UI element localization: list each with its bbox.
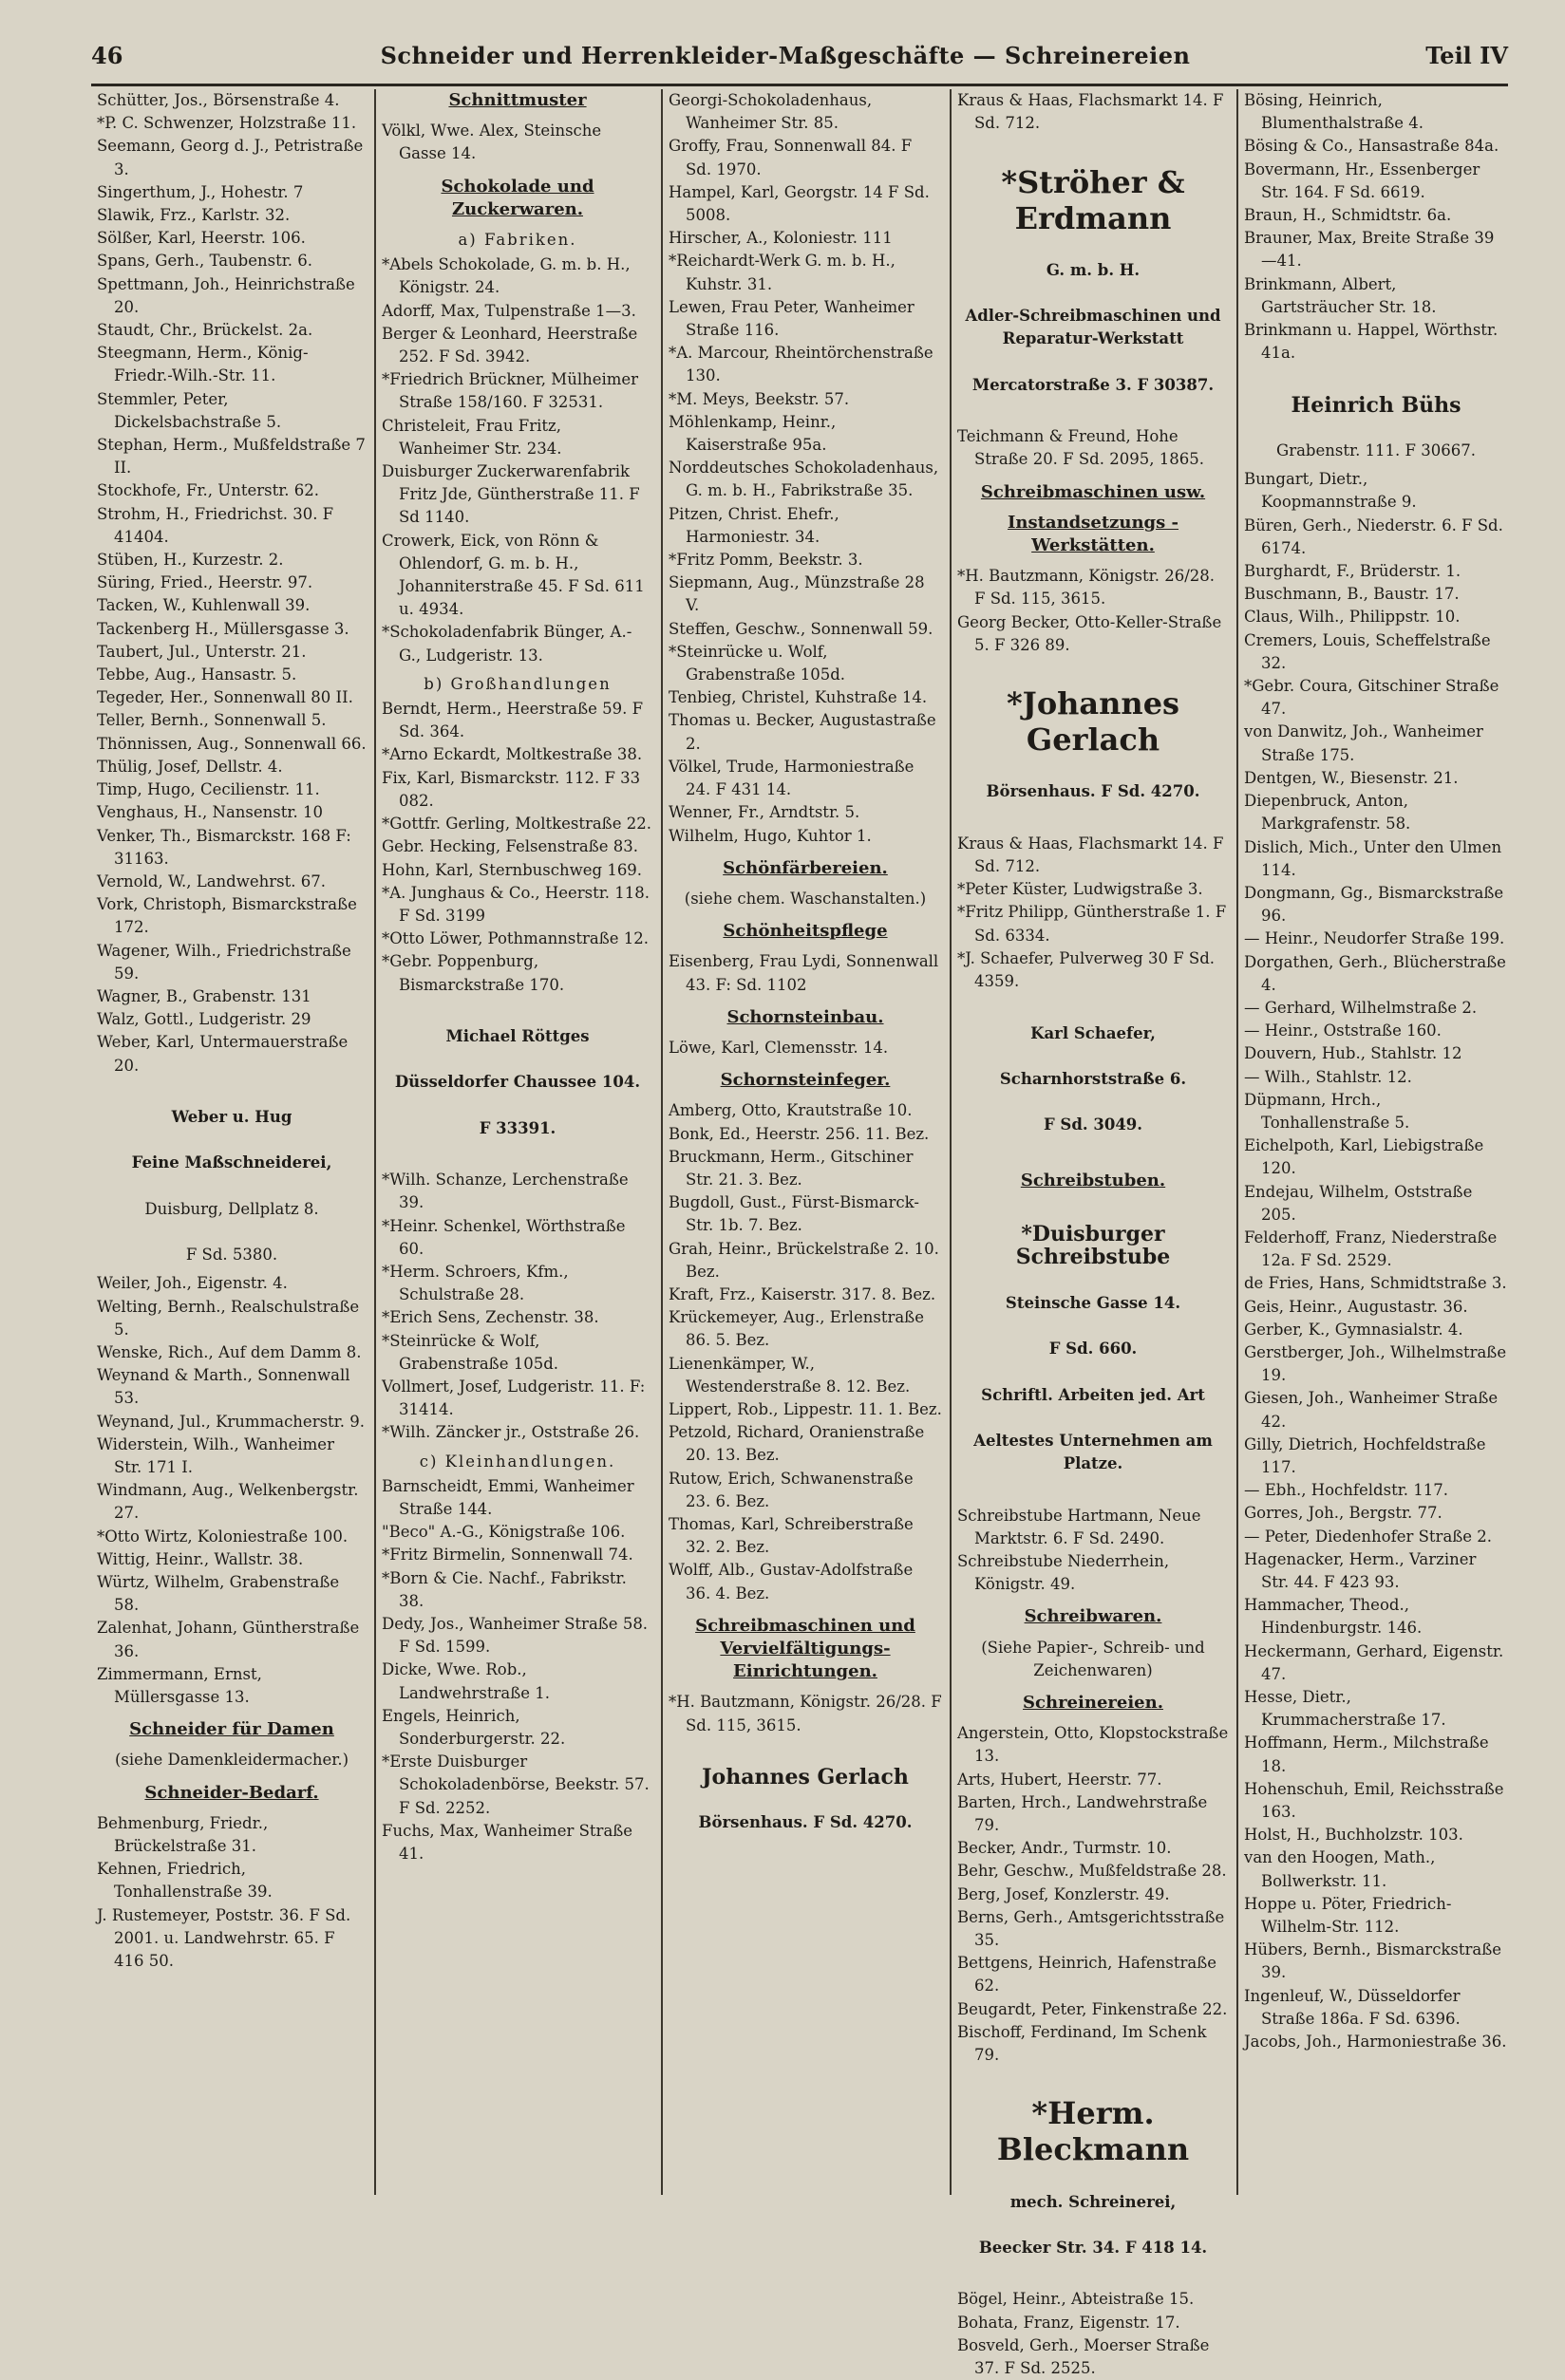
directory-entry: *Herm. Schroers, Kfm., Schulstraße 28. (382, 1262, 569, 1304)
directory-entry: Bonk, Ed., Heerstr. 256. 11. Bez. (669, 1124, 930, 1143)
directory-entry: Braun, H., Schmidtstr. 6a. (1244, 206, 1452, 225)
directory-entry: — Wilh., Stahlstr. 12. (1244, 1067, 1412, 1086)
section-heading: Schreibstuben. (1020, 1170, 1166, 1190)
directory-entry: Gebr. Hecking, Felsenstraße 83. (382, 837, 638, 856)
directory-entry: Bovermann, Hr., Essenberger Str. 164. F Sd. 6619. (1244, 159, 1480, 201)
ad-line: Börsenhaus. F Sd. 4270. (698, 1813, 913, 1832)
column-5 (1236, 89, 1514, 2195)
ad-roettges (382, 1003, 653, 1163)
directory-entry: Petzold, Richard, Oranienstraße 20. 13. Bez. (669, 1423, 925, 1465)
directory-entry: Gilly, Dietrich, Hochfeldstraße 117. (1244, 1434, 1486, 1476)
directory-entry: Thönnissen, Aug., Sonnenwall 66. (97, 734, 367, 753)
ad-bleckmann (957, 2072, 1229, 2282)
ad-line: F Sd. 660. (1048, 1340, 1138, 1359)
directory-entry: Holst, H., Buchholzstr. 103. (1244, 1826, 1463, 1845)
directory-entry: "Beco" A.-G., Königstraße 106. (382, 1523, 626, 1542)
column-3 (661, 89, 948, 2195)
column-4 (950, 89, 1235, 2378)
entry-list (382, 698, 653, 997)
directory-entry: *Steinrücke u. Wolf, Grabenstraße 105d. (669, 642, 846, 684)
ad-line: Steinsche Gasse 14. (1005, 1293, 1181, 1312)
subsection-heading: b) Großhandlungen (424, 674, 612, 693)
directory-entry: — Peter, Diedenhofer Straße 2. (1244, 1527, 1493, 1546)
directory-entry: Diepenbruck, Anton, Markgrafenstr. 58. (1244, 792, 1411, 834)
column-1 (91, 89, 372, 2195)
directory-entry: Tacken, W., Kuhlenwall 39. (97, 596, 311, 615)
directory-entry: Möhlenkamp, Heinr., Kaiserstraße 95a. (669, 412, 837, 455)
directory-entry: Schreibstube Niederrhein, Königstr. 49. (957, 1551, 1170, 1594)
section-heading: Schreibmaschinen und Vervielfältigungs-Einrichtungen. (695, 1615, 915, 1682)
directory-entry: *Born & Cie. Nachf., Fabrikstr. 38. (382, 1568, 627, 1610)
ad-line: F Sd. 5380. (185, 1246, 278, 1265)
directory-entry: Krückemeyer, Aug., Erlenstraße 86. 5. Bez. (669, 1308, 924, 1350)
directory-entry: Bosveld, Gerh., Moerser Straße 37. F Sd. 2525. (957, 2335, 1210, 2378)
directory-entry: Ingenleuf, W., Düsseldorfer Straße 186a. F Sd. 6396. (1244, 1986, 1461, 2028)
entry-list (97, 1812, 367, 1973)
ad-line: Schriftl. Arbeiten jed. Art (981, 1385, 1205, 1404)
directory-entry: Weiler, Joh., Eigenstr. 4. (97, 1274, 288, 1293)
ad-line: mech. Schreinerei, (1009, 2192, 1177, 2211)
directory-entry: Barten, Hrch., Landwehrstraße 79. (957, 1792, 1208, 1834)
directory-entry: Wenner, Fr., Arndtstr. 5. (669, 803, 860, 822)
directory-entry: *H. Bautzmann, Königstr. 26/28. F Sd. 115, 3615. (669, 1693, 942, 1734)
directory-entry: Völkl, Wwe. Alex, Steinsche Gasse 14. (382, 122, 602, 163)
directory-entry: Stüben, H., Kurzestr. 2. (97, 551, 284, 570)
ad-schaefer (957, 999, 1229, 1159)
entry-list (382, 1169, 653, 1444)
entry-list (669, 1099, 942, 1604)
directory-entry: Tenbieg, Christel, Kuhstraße 14. (669, 688, 928, 707)
directory-entry: Bösing, Heinrich, Blumenthalstraße 4. (1244, 91, 1424, 133)
directory-entry: Barnscheidt, Emmi, Wanheimer Straße 144. (382, 1476, 634, 1518)
directory-entry: Völkel, Trude, Harmoniestraße 24. F 431 14. (669, 757, 914, 799)
directory-entry: Kraft, Frz., Kaiserstr. 317. 8. Bez. (669, 1284, 936, 1303)
directory-entry: Angerstein, Otto, Klopstockstraße 13. (957, 1724, 1229, 1766)
entry-list (957, 89, 1229, 135)
directory-entry: Hohn, Karl, Sternbuschweg 169. (382, 860, 643, 879)
directory-entry: *J. Schaefer, Pulverweg 30 F Sd. 4359. (957, 948, 1216, 991)
ad-line: Beecker Str. 34. F 418 14. (978, 2239, 1208, 2258)
directory-entry: Brinkmann, Albert, Gartsträucher Str. 18. (1244, 274, 1437, 316)
ad-line: Adler-Schreibmaschinen und Reparatur-Werkstatt (965, 307, 1221, 348)
directory-entry: Walz, Gottl., Ludgeristr. 29 (97, 1010, 311, 1029)
directory-entry: Eisenberg, Frau Lydi, Sonnenwall 43. F: Sd. 1102 (669, 952, 939, 994)
directory-entry: Weynand, Jul., Krummacherstr. 9. (97, 1412, 365, 1431)
page-number: 46 (91, 42, 123, 69)
directory-entry: Bruckmann, Herm., Gitschiner Str. 21. 3. Bez. (669, 1147, 914, 1189)
directory-entry: Burghardt, F., Brüderstr. 1. (1244, 562, 1461, 581)
directory-entry: Schütter, Jos., Börsenstraße 4. (97, 91, 340, 109)
directory-entry: Pitzen, Christ. Ehefr., Harmoniestr. 34. (669, 504, 839, 546)
section-heading: Instandsetzungs - Werkstätten. (1007, 512, 1179, 556)
directory-entry: Thülig, Josef, Dellstr. 4. (97, 757, 283, 776)
directory-entry: Teichmann & Freund, Hohe Straße 20. F Sd. 2095, 1865. (957, 427, 1204, 469)
directory-entry: Venker, Th., Bismarckstr. 168 F: 31163. (97, 826, 351, 868)
entry-list (669, 1037, 942, 1059)
directory-entry: Wittig, Heinr., Wallstr. 38. (97, 1549, 304, 1568)
entry-list (669, 89, 942, 848)
directory-entry: Lewen, Frau Peter, Wanheimer Straße 116. (669, 297, 914, 340)
directory-entry: *Fritz Birmelin, Sonnenwall 74. (382, 1546, 633, 1565)
directory-entry: Hirscher, A., Koloniestr. 111 (669, 229, 893, 248)
directory-entry: Douvern, Hub., Stahlstr. 12 (1244, 1044, 1462, 1063)
directory-entry: Eichelpoth, Karl, Liebigstraße 120. (1244, 1136, 1484, 1178)
directory-entry: Dongmann, Gg., Bismarckstraße 96. (1244, 883, 1504, 926)
directory-entry: *Heinr. Schenkel, Wörthstraße 60. (382, 1216, 626, 1258)
directory-entry: Berndt, Herm., Heerstraße 59. F Sd. 364. (382, 700, 644, 741)
section-heading: Schönfärbereien. (723, 857, 888, 878)
ad-name: Weber u. Hug (171, 1107, 292, 1126)
directory-entry: Hesse, Dietr., Krummacherstraße 17. (1244, 1688, 1446, 1730)
section-heading: Schreibmaschinen usw. (980, 481, 1206, 502)
ad-line: Scharnhorststraße 6. (999, 1069, 1187, 1088)
section-heading: Schneider für Damen (129, 1719, 334, 1740)
ad-line: G. m. b. H. (1046, 260, 1141, 279)
directory-entry: Kraus & Haas, Flachsmarkt 14. F Sd. 712. (957, 834, 1224, 876)
directory-entry: Kehnen, Friedrich, Tonhallenstraße 39. (97, 1860, 273, 1902)
directory-entry: Bettgens, Heinrich, Hafenstraße 62. (957, 1954, 1216, 1996)
directory-entry: *A. Junghaus & Co., Heerstr. 118. F Sd. 3199 (382, 883, 651, 925)
directory-entry: Gorres, Joh., Bergstr. 77. (1244, 1504, 1442, 1523)
directory-entry: *Otto Wirtz, Koloniestraße 100. (97, 1527, 349, 1546)
directory-entry: *Peter Küster, Ludwigstraße 3. (957, 880, 1203, 899)
directory-entry: *Fritz Philipp, Güntherstraße 1. F Sd. 6334. (957, 903, 1227, 945)
directory-entry: Engels, Heinrich, Sonderburgerstr. 22. (382, 1706, 566, 1749)
directory-entry: Duisburger Zuckerwarenfabrik Fritz Jde, Güntherstraße 11. F Sd 1140. (382, 462, 640, 527)
entry-list (669, 1691, 942, 1736)
directory-entry: Würtz, Wilhelm, Grabenstraße 58. (97, 1573, 340, 1615)
directory-entry: Strohm, H., Friedrichst. 30. F 41404. (97, 504, 334, 546)
directory-entry: Stephan, Herm., Mußfeldstraße 7 II. (97, 436, 366, 478)
directory-entry: Fix, Karl, Bismarckstr. 112. F 33 082. (382, 768, 641, 810)
directory-entry: Crowerk, Eick, von Rönn & Ohlendorf, G. m. b. H., Johanniterstraße 45. F Sd. 611 u. 4934. (382, 531, 645, 619)
section-note: (siehe Damenkleidermacher.) (114, 1751, 349, 1770)
directory-entry: Bugdoll, Gust., Fürst-Bismarck-Str. 1b. 7. Bez. (669, 1193, 919, 1235)
ad-line: Grabenstr. 111. F 30667. (1276, 441, 1476, 460)
directory-entry: Berger & Leonhard, Heerstraße 252. F Sd. 3942. (382, 324, 638, 366)
section-heading: Schokolade und Zuckerwaren. (441, 176, 594, 219)
entry-list (382, 120, 653, 165)
directory-entry: Thomas u. Becker, Augustastraße 2. (669, 711, 936, 753)
directory-entry: Düpmann, Hrch., Tonhallenstraße 5. (1244, 1090, 1410, 1132)
page-title: Schneider und Herrenkleider-Maßgeschäfte — Schreinereien (380, 42, 1191, 69)
directory-entry: Sölßer, Karl, Heerstr. 106. (97, 229, 306, 248)
entry-list (1244, 468, 1508, 2053)
section-heading: Schönheitspflege (723, 921, 888, 942)
directory-entry: *Arno Eckardt, Moltkestraße 38. (382, 745, 643, 764)
ad-duisburger-schreibstube (957, 1200, 1229, 1499)
ad-gerlach (669, 1743, 942, 1858)
directory-entry: Grah, Heinr., Brückelstraße 2. 10. Bez. (669, 1239, 939, 1281)
directory-entry: *Fritz Pomm, Beekstr. 3. (669, 551, 863, 570)
directory-entry: Georg Becker, Otto-Keller-Straße 5. F 326 89. (957, 612, 1222, 654)
directory-entry: Buschmann, B., Baustr. 17. (1244, 585, 1460, 604)
directory-entry: Vollmert, Josef, Ludgeristr. 11. F: 31414. (382, 1377, 646, 1419)
page-header (91, 42, 1508, 86)
directory-entry: Vernold, W., Landwehrst. 67. (97, 871, 326, 890)
directory-entry: Wagner, B., Grabenstr. 131 (97, 986, 311, 1005)
directory-entry: Thomas, Karl, Schreiberstraße 32. 2. Bez. (669, 1514, 914, 1557)
directory-entry: Teller, Bernh., Sonnenwall 5. (97, 711, 327, 730)
directory-entry: Seemann, Georg d. J., Petristraße 3. (97, 137, 364, 178)
directory-entry: Hammacher, Theod., Hindenburgstr. 146. (1244, 1596, 1423, 1638)
directory-entry: Brauner, Max, Breite Straße 39—41. (1244, 229, 1495, 271)
directory-entry: Behr, Geschw., Mußfeldstraße 28. (957, 1862, 1227, 1881)
directory-entry: *Schokoladenfabrik Bünger, A.-G., Ludgeristr. 13. (382, 623, 632, 665)
subsection-heading: a) Fabriken. (458, 231, 577, 250)
directory-entry: *Erste Duisburger Schokoladenbörse, Beekstr. 57. F Sd. 2252. (382, 1752, 650, 1817)
ad-name: *Ströher & Erdmann (1001, 163, 1185, 236)
section-note: (Siehe Papier-, Schreib- und Zeichenwaren) (981, 1638, 1205, 1679)
directory-entry: Slawik, Frz., Karlstr. 32. (97, 206, 291, 225)
directory-entry: Heckermann, Gerhard, Eigenstr. 47. (1244, 1641, 1504, 1683)
entry-list (957, 1505, 1229, 1597)
column-2 (374, 89, 659, 2195)
directory-entry: Adorff, Max, Tulpenstraße 1—3. (382, 301, 636, 320)
ad-name: *Duisburger Schreibstube (1015, 1222, 1171, 1270)
directory-entry: Windmann, Aug., Welkenbergstr. 27. (97, 1481, 359, 1523)
directory-entry: Tegeder, Her., Sonnenwall 80 II. (97, 688, 353, 707)
ad-name: Heinrich Bühs (1291, 392, 1461, 418)
directory-entry: Georgi-Schokoladenhaus, Wanheimer Str. 85. (669, 91, 873, 133)
entry-list (97, 1272, 367, 1709)
directory-entry: Steegmann, Herm., König-Friedr.-Wilh.-Str. 11. (97, 344, 309, 385)
directory-entry: Hübers, Bernh., Bismarckstraße 39. (1244, 1940, 1502, 1982)
entry-list (957, 565, 1229, 657)
directory-entry: Hoffmann, Herm., Milchstraße 18. (1244, 1733, 1489, 1775)
directory-entry: *Gebr. Coura, Gitschiner Straße 47. (1244, 677, 1499, 719)
directory-entry: Weynand & Marth., Sonnenwall 53. (97, 1366, 350, 1408)
directory-entry: *Otto Löwer, Pothmannstraße 12. (382, 929, 650, 948)
entry-list (1244, 89, 1508, 365)
section-heading: Schnittmuster (448, 90, 587, 110)
directory-entry: Amberg, Otto, Krautstraße 10. (669, 1101, 913, 1120)
section-heading: Schornsteinbau. (726, 1006, 884, 1027)
directory-entry: Spans, Gerh., Taubenstr. 6. (97, 252, 313, 271)
directory-entry: Staudt, Chr., Brückelst. 2a. (97, 321, 313, 340)
section-heading: Schneider-Bedarf. (144, 1782, 319, 1803)
directory-entry: Löwe, Karl, Clemensstr. 14. (669, 1038, 889, 1057)
directory-entry: Groffy, Frau, Sonnenwall 84. F Sd. 1970. (669, 137, 913, 178)
directory-entry: Christeleit, Frau Fritz, Wanheimer Str. 234. (382, 416, 562, 458)
directory-entry: de Fries, Hans, Schmidtstraße 3. (1244, 1274, 1507, 1293)
entry-list (97, 89, 367, 1078)
directory-entry: — Heinr., Oststraße 160. (1244, 1021, 1442, 1040)
directory-entry: *Wilh. Schanze, Lerchenstraße 39. (382, 1171, 629, 1212)
entry-list (382, 1475, 653, 1865)
directory-entry: Norddeutsches Schokoladenhaus, G. m. b. H., Fabrikstraße 35. (669, 459, 939, 500)
directory-entry: Bohata, Franz, Eigenstr. 17. (957, 2313, 1180, 2332)
directory-entry: Bögel, Heinr., Abteistraße 15. (957, 2290, 1195, 2309)
directory-entry: Bischoff, Ferdinand, Im Schenk 79. (957, 2022, 1207, 2065)
ad-line: Mercatorstraße 3. F 30387. (971, 375, 1215, 394)
directory-entry: *Steinrücke & Wolf, Grabenstraße 105d. (382, 1331, 559, 1373)
directory-entry: Brinkmann u. Happel, Wörthstr. 41a. (1244, 321, 1499, 363)
directory-entry: Kraus & Haas, Flachsmarkt 14. F Sd. 712. (957, 91, 1224, 133)
entry-list (669, 950, 942, 996)
directory-entry: Dicke, Wwe. Rob., Landwehrstraße 1. (382, 1660, 550, 1702)
directory-entry: — Gerhard, Wilhelmstraße 2. (1244, 998, 1478, 1017)
part-label: Teil IV (1425, 42, 1508, 69)
directory-entry: Tebbe, Aug., Hansastr. 5. (97, 665, 297, 684)
directory-entry: *Friedrich Brückner, Mülheimer Straße 158/160. F 32531. (382, 370, 639, 412)
ad-gerlach (957, 663, 1229, 827)
ad-weber-hug (97, 1083, 367, 1267)
directory-entry: Venghaus, H., Nansenstr. 10 (97, 803, 323, 822)
directory-entry: Taubert, Jul., Unterstr. 21. (97, 642, 307, 661)
directory-entry: *M. Meys, Beekstr. 57. (669, 389, 850, 408)
entry-list (957, 1722, 1229, 2067)
directory-entry: Hagenacker, Herm., Varziner Str. 44. F 423 93. (1244, 1549, 1477, 1591)
directory-entry: Claus, Wilh., Philippstr. 10. (1244, 608, 1461, 627)
directory-entry: Schreibstube Hartmann, Neue Marktstr. 6. F Sd. 2490. (957, 1506, 1201, 1547)
entry-list (957, 833, 1229, 993)
ad-line: Michael Röttges (445, 1026, 590, 1045)
directory-entry: Felderhoff, Franz, Niederstraße 12a. F Sd. 2529. (1244, 1227, 1498, 1270)
directory-entry: Lippert, Rob., Lippestr. 11. 1. Bez. (669, 1399, 942, 1418)
directory-entry: *A. Marcour, Rheintörchenstraße 130. (669, 344, 933, 385)
entry-list (382, 253, 653, 667)
directory-entry: Rutow, Erich, Schwanenstraße 23. 6. Bez. (669, 1469, 914, 1510)
directory-entry: Fuchs, Max, Wanheimer Straße 41. (382, 1821, 633, 1864)
directory-entry: Weber, Karl, Untermauerstraße 20. (97, 1033, 349, 1075)
directory-entry: Büren, Gerh., Niederstr. 6. F Sd. 6174. (1244, 515, 1503, 557)
directory-entry: Giesen, Joh., Wanheimer Straße 42. (1244, 1389, 1499, 1431)
directory-entry: Cremers, Louis, Scheffelstraße 32. (1244, 630, 1491, 672)
directory-entry: Timp, Hugo, Cecilienstr. 11. (97, 780, 320, 799)
entry-list (957, 425, 1229, 471)
directory-entry: *Gebr. Poppenburg, Bismarckstraße 170. (382, 952, 565, 994)
directory-entry: Gerstberger, Joh., Wilhelmstraße 19. (1244, 1342, 1507, 1385)
directory-entry: Hohenschuh, Emil, Reichsstraße 163. (1244, 1779, 1504, 1822)
directory-entry: Endejau, Wilhelm, Oststraße 205. (1244, 1182, 1473, 1224)
directory-entry: Widerstein, Wilh., Wanheimer Str. 171 I. (97, 1434, 334, 1476)
ad-line: Duisburg, Dellplatz 8. (144, 1199, 319, 1218)
directory-entry: Wenske, Rich., Auf dem Damm 8. (97, 1342, 362, 1361)
directory-entry: Hoppe u. Pöter, Friedrich-Wilhelm-Str. 112. (1244, 1894, 1452, 1937)
directory-entry: Steffen, Geschw., Sonnenwall 59. (669, 619, 933, 638)
ad-line: F 33391. (479, 1118, 556, 1137)
directory-entry: Zimmermann, Ernst, Müllersgasse 13. (97, 1664, 262, 1707)
ad-line: Feine Maßschneiderei, (131, 1153, 332, 1172)
directory-entry: Dedy, Jos., Wanheimer Straße 58. F Sd. 1599. (382, 1615, 649, 1657)
ad-name: *Herm. Bleckmann (996, 2095, 1190, 2168)
ad-buehs (1244, 370, 1508, 462)
subsection-heading: c) Kleinhandlungen. (419, 1452, 616, 1471)
directory-entry: Stockhofe, Fr., Unterstr. 62. (97, 481, 320, 500)
directory-entry: — Ebh., Hochfeldstr. 117. (1244, 1481, 1449, 1500)
directory-entry: Tackenberg H., Müllersgasse 3. (97, 619, 349, 638)
ad-line: Aeltestes Unternehmen am Platze. (973, 1431, 1213, 1473)
directory-entry: von Danwitz, Joh., Wanheimer Straße 175. (1244, 722, 1483, 764)
directory-entry: Dorgathen, Gerh., Blücherstraße 4. (1244, 952, 1506, 994)
directory-entry: Berg, Josef, Konzlerstr. 49. (957, 1884, 1170, 1903)
section-heading: Schreinereien. (1023, 1692, 1163, 1713)
directory-entry: van den Hoogen, Math., Bollwerkstr. 11. (1244, 1848, 1436, 1890)
directory-entry: Singerthum, J., Hohestr. 7 (97, 182, 304, 201)
directory-entry: Stemmler, Peter, Dickelsbachstraße 5. (97, 389, 282, 431)
directory-entry: *Abels Schokolade, G. m. b. H., Königstr. 24. (382, 255, 631, 297)
directory-entry: Wagener, Wilh., Friedrichstraße 59. (97, 941, 351, 983)
directory-entry: Spettmann, Joh., Heinrichstraße 20. (97, 274, 355, 316)
directory-entry: Gerber, K., Gymnasialstr. 4. (1244, 1320, 1463, 1339)
directory-entry: Behmenburg, Friedr., Brückelstraße 31. (97, 1813, 269, 1856)
directory-entry: — Heinr., Neudorfer Straße 199. (1244, 929, 1505, 948)
ad-line: Börsenhaus. F Sd. 4270. (986, 782, 1200, 801)
directory-entry: Becker, Andr., Turmstr. 10. (957, 1839, 1172, 1858)
directory-entry: Bungart, Dietr., Koopmannstraße 9. (1244, 470, 1417, 512)
directory-entry: Zalenhat, Johann, Güntherstraße 36. (97, 1619, 360, 1660)
ad-line: Karl Schaefer, (1030, 1023, 1156, 1042)
directory-entry: Siepmann, Aug., Münzstraße 28 V. (669, 573, 925, 615)
directory-entry: Wolff, Alb., Gustav-Adolfstraße 36. 4. Bez. (669, 1561, 914, 1602)
directory-entry: Berns, Gerh., Amtsgerichtsstraße 35. (957, 1907, 1225, 1950)
directory-entry: *Erich Sens, Zechenstr. 38. (382, 1308, 599, 1327)
section-note: (siehe chem. Waschanstalten.) (684, 889, 927, 908)
ad-line: F Sd. 3049. (1043, 1115, 1143, 1134)
directory-entry: *Reichardt-Werk G. m. b. H., Kuhstr. 31. (669, 252, 896, 293)
directory-entry: Dentgen, W., Biesenstr. 21. (1244, 768, 1459, 787)
directory-entry: J. Rustemeyer, Poststr. 36. F Sd. 2001. u. Landwehrstr. 65. F 416 50. (97, 1905, 351, 1971)
directory-entry: Jacobs, Joh., Harmoniestraße 36. (1244, 2033, 1507, 2052)
directory-entry: Dislich, Mich., Unter den Ulmen 114. (1244, 837, 1502, 879)
directory-entry: Vork, Christoph, Bismarckstraße 172. (97, 895, 357, 937)
ad-name: *Johannes Gerlach (1006, 685, 1180, 759)
directory-entry: Geis, Heinr., Augustastr. 36. (1244, 1297, 1468, 1316)
directory-entry: Hampel, Karl, Georgstr. 14 F Sd. 5008. (669, 182, 930, 225)
directory-entry: *Gottfr. Gerling, Moltkestraße 22. (382, 815, 651, 834)
section-heading: Schornsteinfeger. (720, 1070, 891, 1091)
directory-entry: Wilhelm, Hugo, Kuhtor 1. (669, 826, 872, 845)
directory-entry: Welting, Bernh., Realschulstraße 5. (97, 1297, 360, 1339)
ad-stroeher-erdmann (957, 141, 1229, 420)
directory-entry: Lienenkämper, W., Westenderstraße 8. 12. Bez. (669, 1354, 911, 1396)
directory-entry: Beugardt, Peter, Finkenstraße 22. (957, 1999, 1228, 2018)
directory-entry: Süring, Fried., Heerstr. 97. (97, 573, 313, 592)
entry-list (957, 2288, 1229, 2380)
ad-line: Düsseldorfer Chaussee 104. (394, 1073, 641, 1092)
directory-entry: Bösing & Co., Hansastraße 84a. (1244, 137, 1499, 156)
directory-entry: Arts, Hubert, Heerstr. 77. (957, 1770, 1162, 1789)
section-heading: Schreibwaren. (1024, 1606, 1162, 1627)
directory-entry: *H. Bautzmann, Königstr. 26/28. F Sd. 115, 3615. (957, 567, 1216, 609)
directory-entry: *Wilh. Zäncker jr., Oststraße 26. (382, 1423, 640, 1442)
directory-entry: *P. C. Schwenzer, Holzstraße 11. (97, 114, 357, 133)
ad-name: Johannes Gerlach (702, 1765, 909, 1790)
